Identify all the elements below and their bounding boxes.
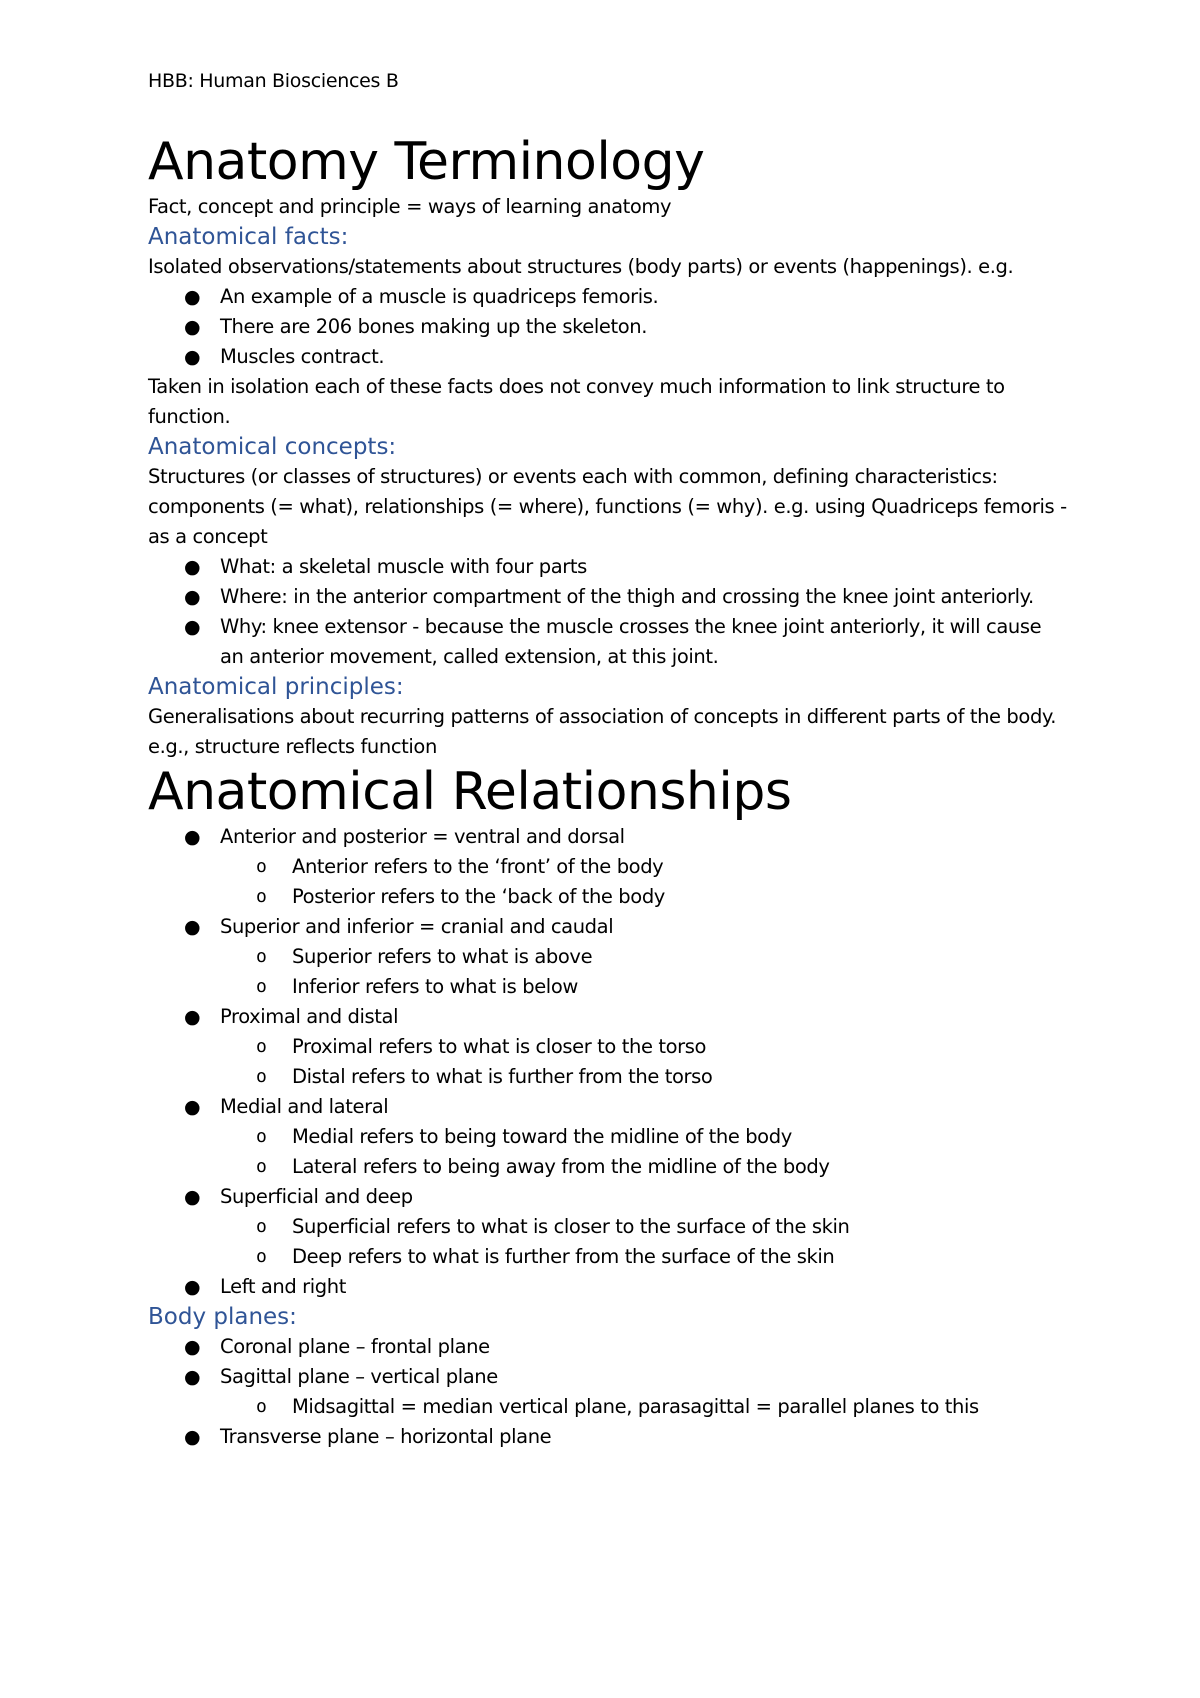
bullet-icon: ● (184, 826, 201, 848)
sub-list (220, 1392, 1068, 1422)
circle-bullet-icon: o (256, 1216, 267, 1237)
sub-list-item: o Distal refers to what is further from the torso (220, 1062, 1068, 1092)
page-header: HBB: Human Biosciences B (148, 70, 399, 92)
bullet-icon: ● (184, 586, 201, 608)
circle-bullet-icon: o (256, 1066, 267, 1087)
sub-list-item: o Proximal refers to what is closer to the torso (220, 1032, 1068, 1062)
section-title-anatomical-relationships: Anatomical Relationships (148, 762, 792, 822)
sub-list (220, 1212, 1068, 1272)
circle-bullet-icon: o (256, 886, 267, 907)
circle-bullet-icon: o (256, 1396, 267, 1417)
sub-list-item: o Lateral refers to being away from the midline of the body (220, 1152, 1068, 1182)
heading-anatomical-concepts: Anatomical concepts: (148, 434, 397, 460)
sub-list-item: o Medial refers to being toward the midline of the body (220, 1122, 1068, 1152)
circle-bullet-icon: o (256, 856, 267, 877)
bullet-icon: ● (184, 916, 201, 938)
relationships-list (148, 822, 1068, 1302)
list-item: ● Superior and inferior = cranial and caudal o Superior refers to what is above o Inferior refers to what is below (148, 912, 1068, 1002)
list-item: ● An example of a muscle is quadriceps femoris. (148, 282, 1068, 312)
intro-text: Fact, concept and principle = ways of learning anatomy (148, 195, 672, 218)
bullet-icon: ● (184, 346, 201, 368)
planes-list (148, 1332, 1068, 1452)
list-item: ● Superficial and deep o Superficial refers to what is closer to the surface of the skin o Deep refers to what is further from the surface of the skin (148, 1182, 1068, 1272)
list-item: ● Medial and lateral o Medial refers to being toward the midline of the body o Lateral refers to being away from the midline of the body (148, 1092, 1068, 1182)
bullet-icon: ● (184, 1096, 201, 1118)
list-item: ● There are 206 bones making up the skeleton. (148, 312, 1068, 342)
sub-list-item: o Posterior refers to the ‘back of the body (220, 882, 1068, 912)
circle-bullet-icon: o (256, 1036, 267, 1057)
sub-list (220, 852, 1068, 912)
list-item: ● Muscles contract. (148, 342, 1068, 372)
list-item: ● Where: in the anterior compartment of the thigh and crossing the knee joint anteriorly. (148, 582, 1068, 612)
principles-text: Generalisations about recurring patterns of association of concepts in different parts of the body. e.g., structure reflects function (148, 705, 1057, 758)
document-page (148, 70, 1068, 1452)
bullet-icon: ● (184, 616, 201, 638)
sub-list (220, 1032, 1068, 1092)
sub-list (220, 942, 1068, 1002)
list-item: ● Sagittal plane – vertical plane o Midsagittal = median vertical plane, parasagittal = parallel planes to this (148, 1362, 1068, 1422)
sub-list-item: o Superficial refers to what is closer to the surface of the skin (220, 1212, 1068, 1242)
bullet-icon: ● (184, 1186, 201, 1208)
list-item: ● Why: knee extensor - because the muscle crosses the knee joint anteriorly, it will cause an anterior movement, called extension, at this joint. (148, 612, 1068, 672)
circle-bullet-icon: o (256, 976, 267, 997)
circle-bullet-icon: o (256, 1246, 267, 1267)
heading-anatomical-principles: Anatomical principles: (148, 674, 404, 700)
list-item: ● Proximal and distal o Proximal refers to what is closer to the torso o Distal refers to what is further from the torso (148, 1002, 1068, 1092)
bullet-icon: ● (184, 556, 201, 578)
list-item: ● Left and right (148, 1272, 1068, 1302)
bullet-icon: ● (184, 316, 201, 338)
facts-text: Isolated observations/statements about structures (body parts) or events (happenings). e.g. (148, 255, 1014, 278)
sub-list-item: o Midsagittal = median vertical plane, parasagittal = parallel planes to this (220, 1392, 1068, 1422)
heading-body-planes: Body planes: (148, 1304, 297, 1330)
heading-anatomical-facts: Anatomical facts: (148, 224, 349, 250)
circle-bullet-icon: o (256, 1126, 267, 1147)
facts-after-text: Taken in isolation each of these facts does not convey much information to link structure to function. (148, 375, 1005, 428)
list-item: ● Anterior and posterior = ventral and dorsal o Anterior refers to the ‘front’ of the body o Posterior refers to the ‘back of the body (148, 822, 1068, 912)
section-title-anatomy-terminology: Anatomy Terminology (148, 132, 705, 192)
sub-list (220, 1122, 1068, 1182)
list-item: ● Transverse plane – horizontal plane (148, 1422, 1068, 1452)
list-item: ● Coronal plane – frontal plane (148, 1332, 1068, 1362)
bullet-icon: ● (184, 286, 201, 308)
bullet-icon: ● (184, 1336, 201, 1358)
sub-list-item: o Deep refers to what is further from the surface of the skin (220, 1242, 1068, 1272)
list-item: ● What: a skeletal muscle with four parts (148, 552, 1068, 582)
bullet-icon: ● (184, 1276, 201, 1298)
concepts-text: Structures (or classes of structures) or events each with common, defining characteristics: components (= what), relationships (= where), functions (= why). e.g. using Quadriceps femoris - as a concept (148, 465, 1067, 548)
facts-list (148, 282, 1068, 372)
concepts-list (148, 552, 1068, 672)
bullet-icon: ● (184, 1366, 201, 1388)
bullet-icon: ● (184, 1006, 201, 1028)
sub-list-item: o Superior refers to what is above (220, 942, 1068, 972)
circle-bullet-icon: o (256, 946, 267, 967)
sub-list-item: o Anterior refers to the ‘front’ of the body (220, 852, 1068, 882)
circle-bullet-icon: o (256, 1156, 267, 1177)
sub-list-item: o Inferior refers to what is below (220, 972, 1068, 1002)
bullet-icon: ● (184, 1426, 201, 1448)
